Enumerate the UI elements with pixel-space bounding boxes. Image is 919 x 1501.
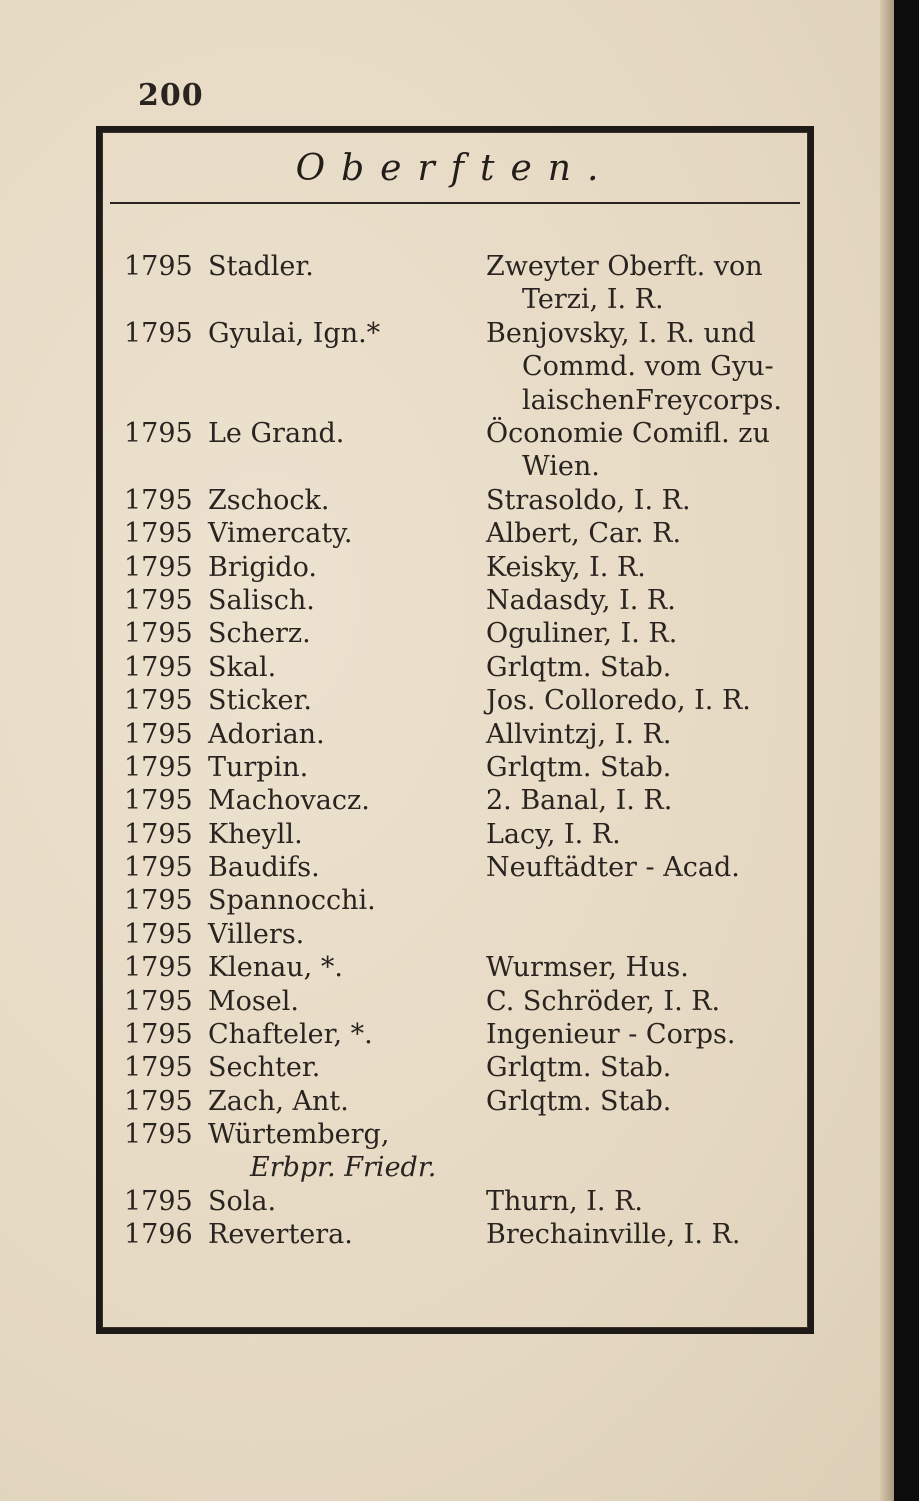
list-item	[102, 617, 808, 650]
entry-name	[208, 751, 308, 784]
regiment-line: Commd. vom Gyu-	[522, 351, 774, 383]
list-item	[102, 985, 808, 1018]
officer-name: Vimercaty.	[208, 518, 353, 550]
officer-name-continued: Erbpr. Friedr.	[250, 1152, 437, 1184]
list-item	[102, 484, 808, 517]
entry-name	[208, 250, 314, 283]
regiment-line: laischenFreycorps.	[522, 384, 782, 416]
regiment-line: Strasoldo, I. R.	[486, 484, 691, 516]
table-frame	[96, 126, 814, 1334]
entry-year: 1795	[124, 718, 193, 750]
officer-name: Mosel.	[208, 985, 299, 1017]
page-edge	[880, 0, 894, 1501]
entry-name	[208, 584, 315, 617]
list-item	[102, 718, 808, 751]
entry-year: 1795	[124, 751, 193, 783]
regiment-line: 2. Banal, I. R.	[486, 785, 673, 817]
officer-name: Villers.	[208, 918, 305, 950]
entry-year: 1796	[124, 1219, 193, 1251]
entry-year: 1795	[124, 584, 193, 616]
regiment-line: Keisky, I. R.	[486, 551, 646, 583]
list-item	[102, 884, 808, 917]
regiment-line: Grlqtm. Stab.	[486, 651, 672, 683]
list-item	[102, 1218, 808, 1251]
officer-name: Spannocchi.	[208, 885, 376, 917]
list-item	[102, 684, 808, 717]
entry-name	[208, 784, 370, 817]
list-item	[102, 1185, 808, 1218]
list-item	[102, 918, 808, 951]
list-item	[102, 951, 808, 984]
entry-year: 1795	[124, 518, 193, 550]
regiment-line: Jos. Colloredo, I. R.	[486, 685, 751, 717]
regiment-line: Benjovsky, I. R. und	[486, 317, 756, 349]
entry-name	[208, 1118, 436, 1184]
entry-name	[208, 951, 343, 984]
regiment-line: Albert, Car. R.	[486, 518, 682, 550]
entry-year: 1795	[124, 818, 193, 850]
entry-name	[208, 1085, 349, 1118]
regiment-line: Wien.	[522, 451, 600, 483]
list-item	[102, 1051, 808, 1084]
entry-regiment	[486, 784, 806, 817]
entry-regiment	[486, 818, 806, 851]
officer-name: Skal.	[208, 651, 277, 683]
officer-name: Revertera.	[208, 1219, 353, 1251]
entry-name	[208, 551, 317, 584]
entry-regiment	[486, 551, 806, 584]
entry-regiment	[486, 718, 806, 751]
entry-name	[208, 985, 299, 1018]
list-item	[102, 818, 808, 851]
entry-regiment	[486, 1018, 806, 1051]
entry-year: 1795	[124, 685, 193, 717]
entry-year: 1795	[124, 251, 193, 282]
entry-name	[208, 1018, 373, 1051]
regiment-line: Terzi, I. R.	[522, 284, 664, 316]
officer-name: Kheyll.	[208, 818, 303, 850]
entry-year: 1795	[124, 1019, 193, 1051]
officer-name: Le Grand.	[208, 417, 345, 449]
section-heading: Oberften.	[110, 136, 800, 204]
regiment-line: Nadasdy, I. R.	[486, 584, 676, 616]
entry-regiment	[486, 484, 806, 517]
list-item	[102, 1118, 808, 1185]
entry-year: 1795	[124, 952, 193, 984]
regiment-line: Thurn, I. R.	[486, 1186, 643, 1217]
entry-year: 1795	[124, 317, 193, 349]
regiment-line: Ingenieur - Corps.	[486, 1019, 736, 1051]
entry-regiment	[486, 417, 806, 484]
entry-year: 1795	[124, 1186, 193, 1217]
entry-regiment	[486, 517, 806, 550]
entry-year: 1795	[124, 985, 193, 1017]
officer-name: Turpin.	[208, 751, 309, 783]
list-item	[102, 1085, 808, 1118]
regiment-line: Brechainville, I. R.	[486, 1219, 741, 1251]
entry-name	[208, 1218, 353, 1251]
entry-regiment	[486, 851, 806, 884]
entry-regiment	[486, 1185, 806, 1218]
officer-name: Würtemberg,	[208, 1119, 390, 1151]
entry-year: 1795	[124, 785, 193, 817]
entry-name	[208, 651, 276, 684]
entry-year: 1795	[124, 551, 193, 583]
list-item	[102, 1018, 808, 1051]
entry-regiment	[486, 1085, 806, 1118]
entry-regiment	[486, 951, 806, 984]
officer-name: Salisch.	[208, 584, 315, 616]
officer-list	[102, 250, 808, 1252]
entry-year: 1795	[124, 885, 193, 917]
regiment-line: C. Schröder, I. R.	[486, 985, 721, 1017]
entry-year: 1795	[124, 1085, 193, 1117]
entry-name	[208, 317, 380, 350]
entry-regiment	[486, 584, 806, 617]
officer-name: Zschock.	[208, 484, 330, 516]
entry-name	[208, 417, 344, 450]
officer-name: Klenau, *.	[208, 952, 343, 984]
entry-name	[208, 1051, 320, 1084]
officer-name: Sticker.	[208, 685, 312, 717]
entry-regiment	[486, 985, 806, 1018]
regiment-line: Oguliner, I. R.	[486, 618, 678, 650]
officer-name: Scherz.	[208, 618, 311, 650]
entry-regiment	[486, 1218, 806, 1251]
entry-regiment	[486, 1051, 806, 1084]
list-item	[102, 517, 808, 550]
officer-name: Chafteler, *.	[208, 1019, 373, 1051]
entry-regiment	[486, 651, 806, 684]
regiment-line: Neuftädter - Acad.	[486, 852, 740, 884]
regiment-line: Allvintzj, I. R.	[486, 718, 672, 750]
entry-year: 1795	[124, 618, 193, 650]
entry-name	[208, 484, 329, 517]
entry-name	[208, 884, 376, 917]
list-item	[102, 851, 808, 884]
entry-year: 1795	[124, 417, 193, 449]
entry-regiment	[486, 317, 806, 417]
regiment-line: Grlqtm. Stab.	[486, 1052, 672, 1084]
entry-name	[208, 718, 325, 751]
list-item	[102, 751, 808, 784]
entry-regiment	[486, 684, 806, 717]
officer-name: Brigido.	[208, 551, 317, 583]
officer-name: Sechter.	[208, 1052, 321, 1084]
entry-regiment	[486, 617, 806, 650]
entry-year: 1795	[124, 918, 193, 950]
officer-name: Zach, Ant.	[208, 1085, 349, 1117]
entry-year: 1795	[124, 651, 193, 683]
officer-name: Machovacz.	[208, 785, 370, 817]
officer-name: Baudifs.	[208, 852, 320, 884]
officer-name: Gyulai, Ign.*	[208, 317, 381, 349]
entry-name	[208, 818, 303, 851]
list-item	[102, 584, 808, 617]
entry-name	[208, 851, 320, 884]
entry-regiment	[486, 250, 806, 317]
entry-year: 1795	[124, 852, 193, 884]
officer-name: Sola.	[208, 1186, 277, 1217]
list-item	[102, 317, 808, 417]
list-item	[102, 784, 808, 817]
entry-name	[208, 1185, 276, 1218]
regiment-line: Grlqtm. Stab.	[486, 751, 672, 783]
regiment-line: Öconomie Comifl. zu	[486, 417, 770, 449]
entry-regiment	[486, 751, 806, 784]
entry-name	[208, 918, 304, 951]
officer-name: Stadler.	[208, 251, 314, 282]
entry-year: 1795	[124, 484, 193, 516]
entry-name	[208, 517, 352, 550]
regiment-line: Wurmser, Hus.	[486, 952, 689, 984]
officer-name: Adorian.	[208, 718, 325, 750]
regiment-line: Lacy, I. R.	[486, 818, 621, 850]
entry-name	[208, 617, 311, 650]
list-item	[102, 250, 808, 317]
entry-year: 1795	[124, 1119, 193, 1151]
list-item	[102, 551, 808, 584]
entry-year: 1795	[124, 1052, 193, 1084]
page-number: 200	[138, 78, 204, 113]
regiment-line: Grlqtm. Stab.	[486, 1085, 672, 1117]
entry-name	[208, 684, 312, 717]
list-item	[102, 651, 808, 684]
list-item	[102, 417, 808, 484]
regiment-line: Zweyter Oberft. von	[486, 251, 763, 282]
